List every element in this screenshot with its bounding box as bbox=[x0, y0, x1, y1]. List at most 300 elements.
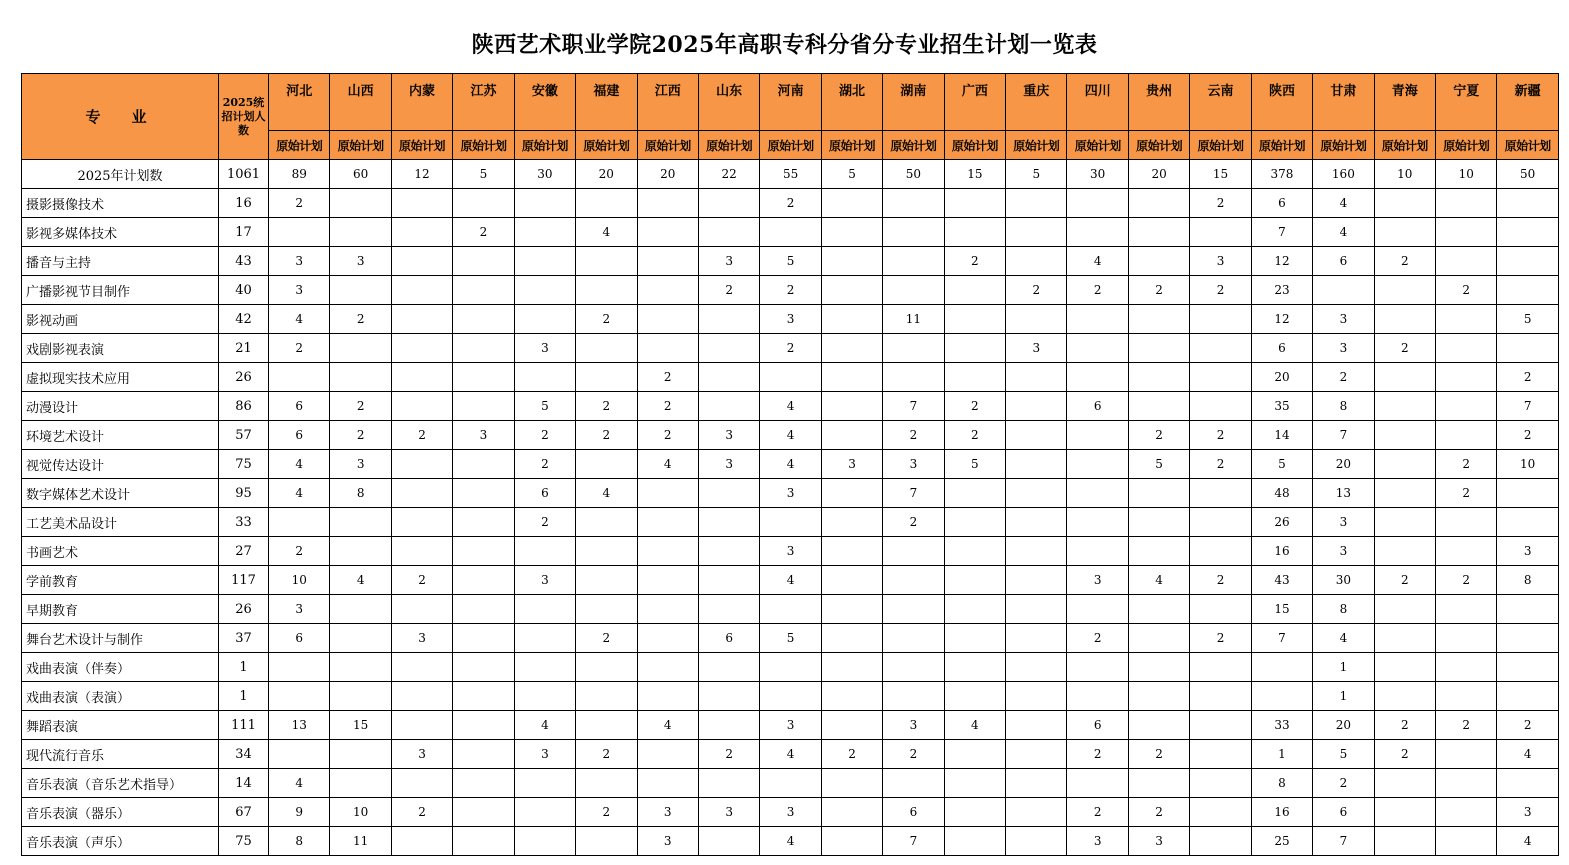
province-plan-cell bbox=[1067, 363, 1128, 392]
province-plan-cell: 2 bbox=[1128, 798, 1189, 827]
province-plan-cell: 16 bbox=[1251, 798, 1312, 827]
province-plan-cell: 11 bbox=[330, 827, 391, 856]
province-plan-cell bbox=[637, 479, 698, 508]
province-plan-cell: 22 bbox=[698, 160, 759, 189]
major-name: 舞蹈表演 bbox=[22, 711, 219, 740]
province-plan-cell bbox=[1006, 421, 1067, 450]
province-plan-cell: 9 bbox=[269, 798, 330, 827]
header-province: 甘肃 bbox=[1313, 74, 1374, 131]
table-row bbox=[22, 450, 1559, 479]
province-plan-cell: 3 bbox=[698, 247, 759, 276]
province-plan-cell bbox=[944, 653, 1005, 682]
province-plan-cell bbox=[453, 479, 514, 508]
province-plan-cell: 4 bbox=[760, 392, 821, 421]
province-plan-cell bbox=[576, 363, 637, 392]
province-plan-cell: 2 bbox=[576, 624, 637, 653]
province-plan-cell bbox=[698, 595, 759, 624]
province-plan-cell bbox=[1006, 247, 1067, 276]
major-name: 戏剧影视表演 bbox=[22, 334, 219, 363]
province-plan-cell: 30 bbox=[514, 160, 575, 189]
province-plan-cell: 7 bbox=[1251, 624, 1312, 653]
header-sub-label: 原始计划 bbox=[269, 131, 330, 160]
province-plan-cell: 3 bbox=[883, 450, 944, 479]
table-row bbox=[22, 769, 1559, 798]
province-plan-cell: 20 bbox=[1128, 160, 1189, 189]
quota-total: 111 bbox=[219, 711, 269, 740]
province-plan-cell: 2 bbox=[883, 508, 944, 537]
province-plan-cell: 5 bbox=[1251, 450, 1312, 479]
province-plan-cell: 12 bbox=[1251, 247, 1312, 276]
province-plan-cell bbox=[821, 392, 882, 421]
quota-total: 27 bbox=[219, 537, 269, 566]
header-province: 湖南 bbox=[883, 74, 944, 131]
province-plan-cell: 2 bbox=[1313, 769, 1374, 798]
province-plan-cell: 3 bbox=[760, 798, 821, 827]
page-title: 陕西艺术职业学院2025年高职专科分省分专业招生计划一览表 bbox=[471, 32, 1098, 58]
province-plan-cell bbox=[1497, 508, 1558, 537]
province-plan-cell bbox=[1128, 334, 1189, 363]
province-plan-cell: 3 bbox=[760, 537, 821, 566]
province-plan-cell: 4 bbox=[1497, 740, 1558, 769]
quota-total: 26 bbox=[219, 363, 269, 392]
province-plan-cell bbox=[1128, 392, 1189, 421]
province-plan-cell: 1 bbox=[1251, 740, 1312, 769]
province-plan-cell bbox=[1006, 595, 1067, 624]
province-plan-cell bbox=[1067, 450, 1128, 479]
province-plan-cell bbox=[1128, 363, 1189, 392]
province-plan-cell: 4 bbox=[269, 450, 330, 479]
province-plan-cell: 30 bbox=[1313, 566, 1374, 595]
province-plan-cell bbox=[1128, 479, 1189, 508]
province-plan-cell bbox=[944, 508, 1005, 537]
province-plan-cell: 3 bbox=[760, 711, 821, 740]
province-plan-cell bbox=[698, 827, 759, 856]
province-plan-cell bbox=[1006, 189, 1067, 218]
province-plan-cell bbox=[821, 624, 882, 653]
province-plan-cell: 2 bbox=[1374, 334, 1435, 363]
table-row bbox=[22, 305, 1559, 334]
header-sub-label: 原始计划 bbox=[1251, 131, 1312, 160]
header-province: 重庆 bbox=[1006, 74, 1067, 131]
province-plan-cell bbox=[821, 827, 882, 856]
province-plan-cell bbox=[576, 682, 637, 711]
quota-total: 21 bbox=[219, 334, 269, 363]
province-plan-cell bbox=[944, 479, 1005, 508]
header-sub-label: 原始计划 bbox=[1006, 131, 1067, 160]
province-plan-cell: 15 bbox=[1190, 160, 1251, 189]
header-sub-label: 原始计划 bbox=[1313, 131, 1374, 160]
province-plan-cell bbox=[576, 247, 637, 276]
province-plan-cell bbox=[1436, 508, 1497, 537]
province-plan-cell bbox=[1128, 218, 1189, 247]
province-plan-cell: 2 bbox=[1190, 450, 1251, 479]
province-plan-cell bbox=[698, 653, 759, 682]
province-plan-cell bbox=[1190, 392, 1251, 421]
province-plan-cell: 6 bbox=[1251, 334, 1312, 363]
province-plan-cell: 2 bbox=[1128, 421, 1189, 450]
province-plan-cell: 2 bbox=[391, 566, 452, 595]
province-plan-cell: 6 bbox=[269, 624, 330, 653]
table-row bbox=[22, 798, 1559, 827]
province-plan-cell bbox=[1436, 537, 1497, 566]
province-plan-cell bbox=[698, 218, 759, 247]
province-plan-cell: 2 bbox=[1374, 740, 1435, 769]
province-plan-cell bbox=[1436, 653, 1497, 682]
province-plan-cell bbox=[1190, 653, 1251, 682]
table-row bbox=[22, 276, 1559, 305]
major-name: 工艺美术品设计 bbox=[22, 508, 219, 537]
header-province: 云南 bbox=[1190, 74, 1251, 131]
header-sub-label: 原始计划 bbox=[1190, 131, 1251, 160]
province-plan-cell: 3 bbox=[698, 798, 759, 827]
province-plan-cell bbox=[514, 305, 575, 334]
province-plan-cell: 2 bbox=[330, 305, 391, 334]
province-plan-cell bbox=[1374, 479, 1435, 508]
province-plan-cell bbox=[330, 682, 391, 711]
province-plan-cell bbox=[514, 276, 575, 305]
province-plan-cell: 2 bbox=[1436, 276, 1497, 305]
province-plan-cell bbox=[698, 479, 759, 508]
quota-total: 37 bbox=[219, 624, 269, 653]
province-plan-cell: 7 bbox=[883, 392, 944, 421]
header-sub-label: 原始计划 bbox=[576, 131, 637, 160]
province-plan-cell bbox=[1436, 247, 1497, 276]
province-plan-cell: 4 bbox=[1067, 247, 1128, 276]
table-row bbox=[22, 566, 1559, 595]
province-plan-cell: 3 bbox=[698, 421, 759, 450]
header-province: 江西 bbox=[637, 74, 698, 131]
province-plan-cell: 4 bbox=[576, 479, 637, 508]
province-plan-cell: 8 bbox=[330, 479, 391, 508]
province-plan-cell bbox=[821, 189, 882, 218]
province-plan-cell: 2 bbox=[821, 740, 882, 769]
province-plan-cell: 6 bbox=[1313, 798, 1374, 827]
province-plan-cell: 20 bbox=[1251, 363, 1312, 392]
province-plan-cell bbox=[1190, 769, 1251, 798]
province-plan-cell bbox=[637, 624, 698, 653]
quota-total: 1 bbox=[219, 653, 269, 682]
province-plan-cell bbox=[453, 682, 514, 711]
province-plan-cell: 8 bbox=[1313, 595, 1374, 624]
quota-total: 86 bbox=[219, 392, 269, 421]
province-plan-cell bbox=[330, 595, 391, 624]
province-plan-cell bbox=[453, 363, 514, 392]
province-plan-cell bbox=[330, 653, 391, 682]
province-plan-cell bbox=[821, 769, 882, 798]
province-plan-cell bbox=[330, 537, 391, 566]
province-plan-cell: 10 bbox=[1436, 160, 1497, 189]
province-plan-cell: 2 bbox=[1067, 740, 1128, 769]
quota-total: 75 bbox=[219, 827, 269, 856]
province-plan-cell: 7 bbox=[1313, 827, 1374, 856]
province-plan-cell bbox=[698, 682, 759, 711]
province-plan-cell: 4 bbox=[1497, 827, 1558, 856]
province-plan-cell: 6 bbox=[698, 624, 759, 653]
province-plan-cell bbox=[1497, 247, 1558, 276]
quota-total: 33 bbox=[219, 508, 269, 537]
province-plan-cell bbox=[698, 769, 759, 798]
province-plan-cell bbox=[514, 189, 575, 218]
province-plan-cell: 2 bbox=[576, 740, 637, 769]
province-plan-cell bbox=[1006, 827, 1067, 856]
province-plan-cell: 30 bbox=[1067, 160, 1128, 189]
province-plan-cell: 89 bbox=[269, 160, 330, 189]
quota-total: 75 bbox=[219, 450, 269, 479]
province-plan-cell: 5 bbox=[1128, 450, 1189, 479]
province-plan-cell bbox=[576, 595, 637, 624]
province-plan-cell bbox=[330, 334, 391, 363]
province-plan-cell: 2 bbox=[576, 305, 637, 334]
province-plan-cell: 2 bbox=[1374, 247, 1435, 276]
province-plan-cell bbox=[514, 682, 575, 711]
province-plan-cell: 50 bbox=[883, 160, 944, 189]
province-plan-cell bbox=[1190, 218, 1251, 247]
province-plan-cell: 7 bbox=[883, 827, 944, 856]
province-plan-cell bbox=[330, 769, 391, 798]
province-plan-cell bbox=[391, 827, 452, 856]
province-plan-cell bbox=[944, 218, 1005, 247]
province-plan-cell bbox=[1190, 595, 1251, 624]
table-row bbox=[22, 247, 1559, 276]
quota-total: 1061 bbox=[219, 160, 269, 189]
province-plan-cell bbox=[1497, 479, 1558, 508]
province-plan-cell bbox=[821, 363, 882, 392]
province-plan-cell bbox=[330, 624, 391, 653]
province-plan-cell bbox=[1436, 624, 1497, 653]
province-plan-cell bbox=[391, 479, 452, 508]
province-plan-cell bbox=[698, 334, 759, 363]
province-plan-cell bbox=[1006, 392, 1067, 421]
province-plan-cell bbox=[1251, 682, 1312, 711]
header-province: 河北 bbox=[269, 74, 330, 131]
province-plan-cell: 3 bbox=[1313, 508, 1374, 537]
province-plan-cell: 16 bbox=[1251, 537, 1312, 566]
province-plan-cell bbox=[1436, 421, 1497, 450]
province-plan-cell: 4 bbox=[760, 421, 821, 450]
province-plan-cell: 5 bbox=[760, 247, 821, 276]
province-plan-cell bbox=[269, 740, 330, 769]
province-plan-cell bbox=[453, 653, 514, 682]
province-plan-cell bbox=[1190, 334, 1251, 363]
province-plan-cell: 15 bbox=[1251, 595, 1312, 624]
province-plan-cell: 4 bbox=[760, 827, 821, 856]
province-plan-cell: 2 bbox=[1128, 276, 1189, 305]
province-plan-cell bbox=[760, 682, 821, 711]
table-row bbox=[22, 508, 1559, 537]
province-plan-cell: 2 bbox=[391, 421, 452, 450]
province-plan-cell bbox=[391, 305, 452, 334]
province-plan-cell bbox=[514, 595, 575, 624]
province-plan-cell bbox=[821, 711, 882, 740]
province-plan-cell: 2 bbox=[1128, 740, 1189, 769]
province-plan-cell bbox=[883, 769, 944, 798]
province-plan-cell bbox=[698, 537, 759, 566]
province-plan-cell bbox=[269, 508, 330, 537]
province-plan-cell: 2 bbox=[1313, 363, 1374, 392]
province-plan-cell bbox=[821, 276, 882, 305]
province-plan-cell: 2 bbox=[1497, 363, 1558, 392]
province-plan-cell: 5 bbox=[760, 624, 821, 653]
province-plan-cell: 7 bbox=[1251, 218, 1312, 247]
major-name: 动漫设计 bbox=[22, 392, 219, 421]
province-plan-cell bbox=[1374, 653, 1435, 682]
province-plan-cell bbox=[391, 653, 452, 682]
province-plan-cell bbox=[1374, 798, 1435, 827]
province-plan-cell bbox=[637, 276, 698, 305]
table-row bbox=[22, 595, 1559, 624]
province-plan-cell bbox=[1436, 798, 1497, 827]
province-plan-cell bbox=[453, 624, 514, 653]
header-province: 江苏 bbox=[453, 74, 514, 131]
province-plan-cell bbox=[698, 508, 759, 537]
province-plan-cell bbox=[330, 363, 391, 392]
province-plan-cell: 5 bbox=[1313, 740, 1374, 769]
province-plan-cell: 4 bbox=[1313, 189, 1374, 218]
province-plan-cell: 1 bbox=[1313, 682, 1374, 711]
province-plan-cell bbox=[1190, 363, 1251, 392]
province-plan-cell: 20 bbox=[1313, 711, 1374, 740]
province-plan-cell: 3 bbox=[269, 247, 330, 276]
province-plan-cell: 4 bbox=[1128, 566, 1189, 595]
major-name: 虚拟现实技术应用 bbox=[22, 363, 219, 392]
province-plan-cell: 5 bbox=[821, 160, 882, 189]
province-plan-cell: 2 bbox=[514, 450, 575, 479]
province-plan-cell bbox=[1374, 537, 1435, 566]
province-plan-cell: 2 bbox=[944, 247, 1005, 276]
province-plan-cell: 2 bbox=[1190, 624, 1251, 653]
province-plan-cell: 2 bbox=[330, 421, 391, 450]
province-plan-cell bbox=[944, 624, 1005, 653]
province-plan-cell bbox=[1374, 450, 1435, 479]
province-plan-cell bbox=[1128, 653, 1189, 682]
province-plan-cell bbox=[453, 827, 514, 856]
province-plan-cell bbox=[821, 537, 882, 566]
province-plan-cell bbox=[391, 363, 452, 392]
province-plan-cell bbox=[391, 247, 452, 276]
quota-total: 14 bbox=[219, 769, 269, 798]
province-plan-cell bbox=[1497, 189, 1558, 218]
province-plan-cell bbox=[1190, 537, 1251, 566]
province-plan-cell bbox=[637, 682, 698, 711]
table-row bbox=[22, 711, 1559, 740]
major-name: 环境艺术设计 bbox=[22, 421, 219, 450]
province-plan-cell: 11 bbox=[883, 305, 944, 334]
quota-total: 40 bbox=[219, 276, 269, 305]
province-plan-cell bbox=[453, 711, 514, 740]
province-plan-cell bbox=[1374, 363, 1435, 392]
header-province: 内蒙 bbox=[391, 74, 452, 131]
province-plan-cell bbox=[1006, 363, 1067, 392]
province-plan-cell bbox=[1374, 218, 1435, 247]
province-plan-cell bbox=[944, 189, 1005, 218]
province-plan-cell bbox=[1067, 305, 1128, 334]
province-plan-cell bbox=[1067, 334, 1128, 363]
province-plan-cell: 50 bbox=[1497, 160, 1558, 189]
header-province: 陕西 bbox=[1251, 74, 1312, 131]
province-plan-cell: 3 bbox=[637, 798, 698, 827]
province-plan-cell bbox=[453, 798, 514, 827]
province-plan-cell bbox=[1190, 711, 1251, 740]
province-plan-cell bbox=[1436, 305, 1497, 334]
province-plan-cell bbox=[1374, 392, 1435, 421]
province-plan-cell bbox=[821, 798, 882, 827]
province-plan-cell: 8 bbox=[1251, 769, 1312, 798]
header-sub-label: 原始计划 bbox=[698, 131, 759, 160]
province-plan-cell bbox=[453, 566, 514, 595]
province-plan-cell bbox=[883, 247, 944, 276]
header-province: 福建 bbox=[576, 74, 637, 131]
province-plan-cell bbox=[391, 450, 452, 479]
province-plan-cell: 2 bbox=[576, 798, 637, 827]
province-plan-cell bbox=[576, 653, 637, 682]
province-plan-cell bbox=[883, 334, 944, 363]
province-plan-cell: 10 bbox=[330, 798, 391, 827]
header-province: 四川 bbox=[1067, 74, 1128, 131]
province-plan-cell bbox=[330, 218, 391, 247]
province-plan-cell bbox=[944, 566, 1005, 595]
province-plan-cell: 48 bbox=[1251, 479, 1312, 508]
province-plan-cell: 10 bbox=[269, 566, 330, 595]
province-plan-cell bbox=[330, 276, 391, 305]
province-plan-cell bbox=[760, 595, 821, 624]
province-plan-cell bbox=[576, 189, 637, 218]
province-plan-cell bbox=[883, 363, 944, 392]
province-plan-cell bbox=[1374, 682, 1435, 711]
province-plan-cell bbox=[391, 769, 452, 798]
province-plan-cell bbox=[637, 537, 698, 566]
province-plan-cell bbox=[637, 218, 698, 247]
major-name: 播音与主持 bbox=[22, 247, 219, 276]
province-plan-cell bbox=[576, 276, 637, 305]
province-plan-cell bbox=[821, 479, 882, 508]
major-name: 音乐表演（声乐） bbox=[22, 827, 219, 856]
province-plan-cell: 2 bbox=[760, 189, 821, 218]
major-name: 现代流行音乐 bbox=[22, 740, 219, 769]
header-sub-label: 原始计划 bbox=[453, 131, 514, 160]
province-plan-cell: 3 bbox=[514, 566, 575, 595]
province-plan-cell: 2 bbox=[1190, 276, 1251, 305]
header-quota: 2025统招计划人数 bbox=[219, 74, 269, 160]
province-plan-cell: 13 bbox=[1313, 479, 1374, 508]
province-plan-cell: 4 bbox=[269, 305, 330, 334]
province-plan-cell bbox=[514, 827, 575, 856]
major-name: 舞台艺术设计与制作 bbox=[22, 624, 219, 653]
province-plan-cell bbox=[1436, 334, 1497, 363]
province-plan-cell bbox=[1497, 653, 1558, 682]
province-plan-cell: 20 bbox=[1313, 450, 1374, 479]
province-plan-cell bbox=[698, 363, 759, 392]
province-plan-cell bbox=[391, 189, 452, 218]
province-plan-cell bbox=[637, 566, 698, 595]
province-plan-cell: 8 bbox=[269, 827, 330, 856]
quota-total: 17 bbox=[219, 218, 269, 247]
province-plan-cell bbox=[1006, 711, 1067, 740]
province-plan-cell bbox=[1067, 421, 1128, 450]
province-plan-cell bbox=[391, 276, 452, 305]
province-plan-cell bbox=[883, 595, 944, 624]
quota-total: 57 bbox=[219, 421, 269, 450]
province-plan-cell bbox=[760, 218, 821, 247]
province-plan-cell bbox=[1006, 479, 1067, 508]
province-plan-cell bbox=[637, 189, 698, 218]
province-plan-cell bbox=[453, 537, 514, 566]
province-plan-cell: 33 bbox=[1251, 711, 1312, 740]
table-row bbox=[22, 827, 1559, 856]
province-plan-cell: 3 bbox=[269, 276, 330, 305]
province-plan-cell: 60 bbox=[330, 160, 391, 189]
province-plan-cell: 10 bbox=[1374, 160, 1435, 189]
header-sub-label: 原始计划 bbox=[944, 131, 1005, 160]
